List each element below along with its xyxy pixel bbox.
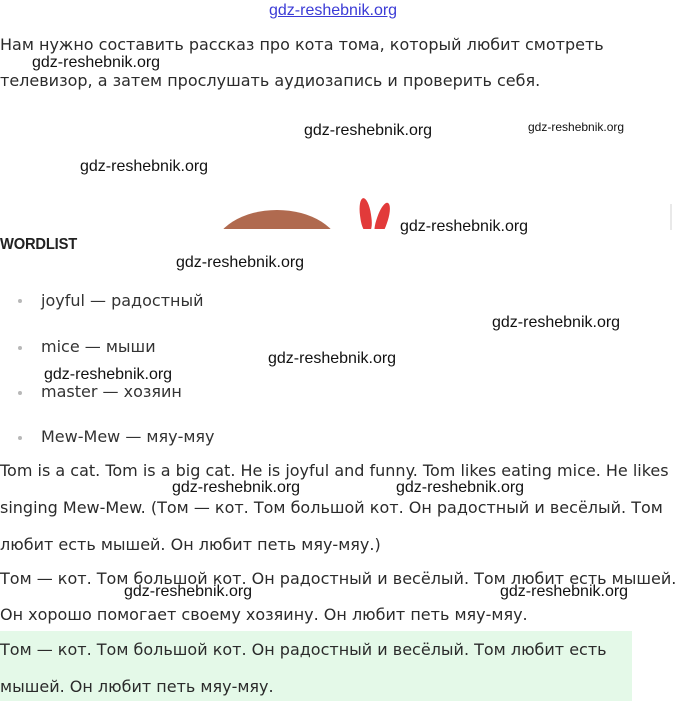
watermark-12: gdz-reshebnik.org (124, 583, 253, 600)
watermark-11: gdz-reshebnik.org (396, 479, 525, 496)
cat-head-shape (214, 210, 340, 229)
paragraph-russian-line: Он хорошо помогает своему хозяину. Он любит петь мяу-мяу. (0, 605, 528, 624)
watermark-13: gdz-reshebnik.org (500, 583, 629, 600)
highlighted-line: мышей. Он любит петь мяу-мяу. (0, 677, 274, 696)
wordlist-item: Mew-Mew — мяу-мяу (41, 427, 215, 446)
bullet-dot (18, 391, 22, 395)
image-edge (670, 204, 672, 230)
watermark-top[interactable]: gdz-reshebnik.org (269, 2, 398, 19)
highlighted-line: Том — кот. Том большой кот. Он радостный и весёлый. Том любит есть (0, 640, 607, 659)
wordlist-heading: WORDLIST (0, 236, 78, 253)
paragraph-russian-line: Том — кот. Том большой кот. Он радостный и весёлый. Том любит есть мышей. (0, 569, 677, 588)
watermark-6: gdz-reshebnik.org (176, 254, 305, 271)
paragraph-english-line: любит есть мышей. Он любит петь мяу-мяу.) (0, 535, 381, 554)
watermark-5: gdz-reshebnik.org (400, 218, 529, 235)
watermark-7: gdz-reshebnik.org (492, 314, 621, 331)
watermark-4: gdz-reshebnik.org (80, 158, 209, 175)
watermark-10: gdz-reshebnik.org (172, 479, 301, 496)
watermark-3: gdz-reshebnik.org (528, 120, 625, 134)
watermark-8: gdz-reshebnik.org (268, 350, 397, 367)
watermark-2: gdz-reshebnik.org (304, 122, 433, 139)
wordlist-item: joyful — радостный (41, 291, 204, 310)
paragraph-english-line: singing Mew-Mew. (Том — кот. Том большой кот. Он радостный и весёлый. Том (0, 498, 663, 517)
watermark-9: gdz-reshebnik.org (44, 366, 173, 383)
cat-ear-right (372, 201, 393, 229)
intro-line-1: Нам нужно составить рассказ про кота тома, который любит смотреть (0, 35, 604, 54)
watermark-1: gdz-reshebnik.org (32, 54, 161, 71)
paragraph-english-line: Tom is a cat. Tom is a big cat. He is joyful and funny. Tom likes eating mice. He likes (0, 461, 669, 480)
intro-line-2: телевизор, а затем прослушать аудиозапись и проверить себя. (0, 71, 541, 90)
wordlist-item: master — хозяин (41, 382, 182, 401)
bullet-dot (18, 436, 22, 440)
bullet-dot (18, 299, 22, 303)
bullet-dot (18, 346, 22, 350)
wordlist-item: mice — мыши (41, 337, 156, 356)
cat-ear-left (358, 197, 374, 229)
